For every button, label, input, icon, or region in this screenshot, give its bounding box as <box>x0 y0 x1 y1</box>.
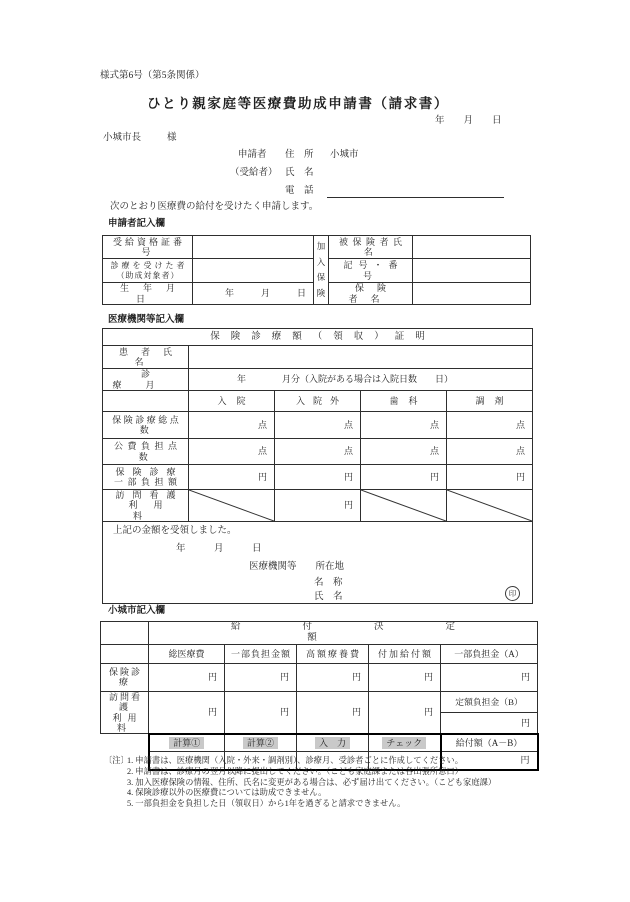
birth-date-template: 年 月 日 <box>193 283 314 305</box>
visit-fee-label: 訪問看護 利用料 <box>103 490 189 522</box>
treatment-month-label: 診療月 <box>103 369 189 391</box>
process-step-input: 入 力 <box>297 734 369 752</box>
note-item: 4. 保険診療以外の医療費については助成できません。 <box>127 788 327 798</box>
total-points-inpatient: 点 <box>189 412 275 439</box>
receipt-date-template: 年 月 日 <box>176 544 262 555</box>
institution-name-label: 名 称 <box>314 578 343 589</box>
benefit-amount-yen-cell: 円 <box>441 752 538 770</box>
insurer-name-field <box>413 283 531 305</box>
copay-dental: 円 <box>361 465 447 490</box>
seal-icon: 印 <box>505 586 520 601</box>
public-points-dental: 点 <box>361 439 447 465</box>
city-table <box>100 621 539 771</box>
public-points-inpatient: 点 <box>189 439 275 465</box>
column-header-copay-a: 一部負担金（A） <box>441 644 538 663</box>
process-step-calc1: 計算① <box>149 734 225 752</box>
insurance-type-vertical-label: 加入保険 <box>314 236 329 305</box>
section-heading-medical: 医療機関等記入欄 <box>108 315 185 325</box>
public-points-pharmacy: 点 <box>447 439 533 465</box>
cert-number-field <box>193 236 314 259</box>
total-points-pharmacy: 点 <box>447 412 533 439</box>
copay-pharmacy: 円 <box>447 465 533 490</box>
yen-cell: 円 <box>225 663 297 691</box>
benefit-amount-label: 給付額（A－B） <box>441 734 538 752</box>
patient-label: 診療を受けた者 （助成対象者） <box>103 259 193 283</box>
column-header-pharmacy: 調剤 <box>447 391 533 412</box>
insured-name-label: 被保険者氏名 <box>329 236 413 259</box>
patient-name-label: 患者氏名 <box>103 346 189 369</box>
page-title: ひとり親家庭等医療費助成申請書（請求書） <box>147 96 449 111</box>
receipt-statement: 上記の金額を受領しました。 <box>113 526 237 537</box>
corner-cell <box>103 391 189 412</box>
address-value: 小城市 <box>330 150 359 160</box>
phone-underline <box>327 186 504 198</box>
yen-cell: 円 <box>297 663 369 691</box>
name-label: 氏 名 <box>285 168 314 178</box>
fixed-copay-yen-cell: 円 <box>441 713 538 734</box>
column-header-copay-amount: 一部負担金額 <box>225 644 297 663</box>
column-header-inpatient: 入院 <box>189 391 275 412</box>
yen-cell: 円 <box>149 663 225 691</box>
yen-cell: 円 <box>149 691 225 733</box>
column-header-additional: 付加給付額 <box>369 644 441 663</box>
copay-outpatient: 円 <box>275 465 361 490</box>
medical-table-title: 保険診療額（領収）証明 <box>103 329 533 346</box>
column-header-outpatient: 入院外 <box>275 391 361 412</box>
notes-prefix: 〔注〕 <box>104 756 129 765</box>
total-points-dental: 点 <box>361 412 447 439</box>
yen-cell: 円 <box>225 691 297 733</box>
note-item: 2. 申請書は、診療月の翌月以降に提出してください。（こども家庭課または各出張所窓口） <box>127 766 464 776</box>
yen-cell: 円 <box>297 691 369 733</box>
address-label: 住 所 <box>285 150 314 160</box>
phone-label: 電 話 <box>285 186 314 196</box>
intro-text: 次のとおり医療費の給付を受けたく申請します。 <box>110 202 319 212</box>
column-header-high-cost: 高額療養費 <box>297 644 369 663</box>
copay-inpatient: 円 <box>189 465 275 490</box>
yen-cell: 円 <box>369 691 441 733</box>
patient-name-field <box>189 346 533 369</box>
corner-cell <box>101 644 149 663</box>
section-heading-applicant: 申請者記入欄 <box>108 219 166 229</box>
note-item: 5. 一部負担金を負担した日（領収日）から1年を過ぎると請求できません。 <box>127 799 406 809</box>
insured-name-field <box>413 236 531 259</box>
public-points-label: 公費負担点数 <box>103 439 189 465</box>
applicant-table <box>102 235 531 305</box>
note-item: 1. 申請書は、医療機関（入院・外来・調剤別）、診療月、受診者ごとに作成してください。 <box>127 756 464 765</box>
insured-care-row-label: 保険診療 <box>101 663 149 691</box>
total-points-label: 保険診療総点数 <box>103 412 189 439</box>
recipient-label: （受給者） <box>230 168 278 178</box>
fixed-copay-label: 定額負担金（B） <box>441 691 538 712</box>
diagonal-strike-cell <box>361 490 447 522</box>
process-step-check: チェック <box>369 734 441 752</box>
addressee-honorific: 様 <box>167 133 177 143</box>
process-step-calc2: 計算② <box>225 734 297 752</box>
diagonal-strike-cell <box>447 490 533 522</box>
visit-care-row-label: 訪問看護 利用料 <box>101 691 149 733</box>
treatment-month-value: 年 月分（入院がある場合は入院日数 日） <box>189 369 533 391</box>
institution-person-label: 氏 名 <box>314 592 343 603</box>
cert-number-label: 受給資格証番号 <box>103 236 193 259</box>
yen-cell: 円 <box>369 663 441 691</box>
corner-cell <box>101 622 149 645</box>
public-points-outpatient: 点 <box>275 439 361 465</box>
insurer-name-label: 保険者名 <box>329 283 413 305</box>
birth-date-label: 生年月日 <box>103 283 193 305</box>
addressee: 小城市長 <box>103 133 142 143</box>
spacer-cell <box>101 734 149 752</box>
diagonal-strike-cell <box>189 490 275 522</box>
copay-label: 保険診療 一部負担額 <box>103 465 189 490</box>
form-number: 様式第6号（第5条関係） <box>100 71 205 81</box>
column-header-dental: 歯科 <box>361 391 447 412</box>
yen-cell: 円 <box>441 663 538 691</box>
medical-table <box>102 328 533 604</box>
date-line: 年 月 日 <box>435 116 502 126</box>
applicant-label: 申請者 <box>238 150 267 160</box>
total-points-outpatient: 点 <box>275 412 361 439</box>
notes-block <box>104 756 564 810</box>
note-item: 3. 加入医療保険の情報、住所、氏名に変更がある場合は、必ず届け出てください。（こども家庭課） <box>127 777 497 787</box>
symbol-number-label: 記号・番号 <box>329 259 413 283</box>
column-header-total-medical: 総医療費 <box>149 644 225 663</box>
receipt-area <box>103 522 533 604</box>
visit-fee-outpatient: 円 <box>275 490 361 522</box>
patient-field <box>193 259 314 283</box>
city-table-header: 給付決定額 <box>149 622 538 645</box>
institution-address-line: 医療機関等 所在地 <box>249 562 345 573</box>
section-heading-city: 小城市記入欄 <box>108 606 166 616</box>
symbol-number-field <box>413 259 531 283</box>
